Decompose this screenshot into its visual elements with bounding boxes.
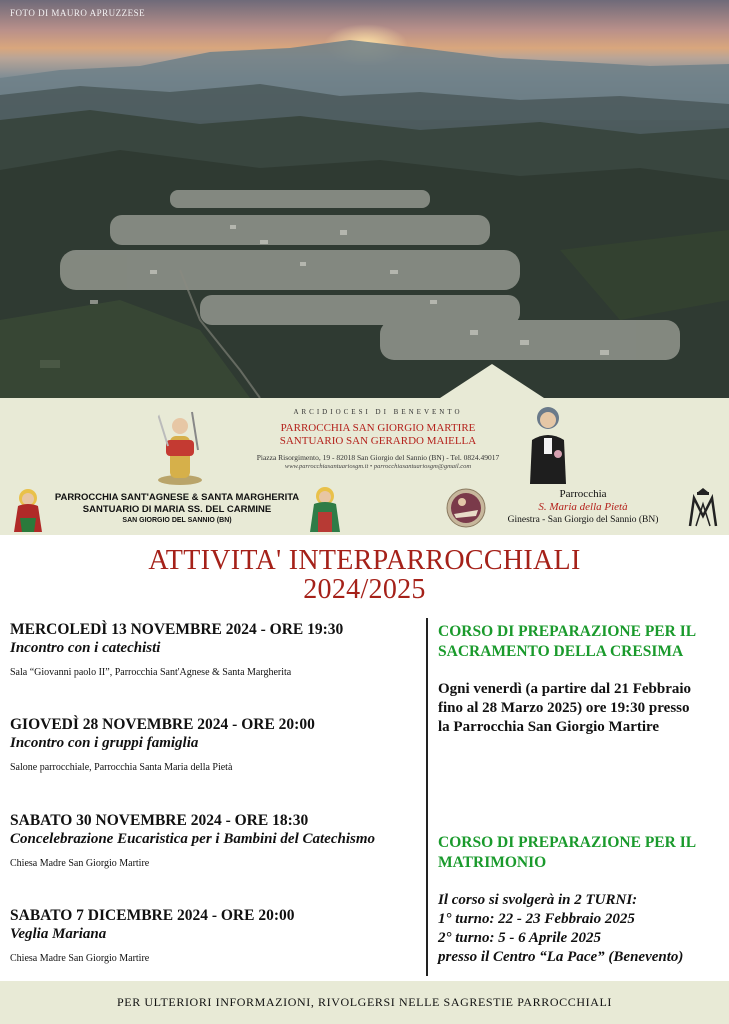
event-item <box>10 620 420 679</box>
saint-margaret-figure <box>306 486 344 532</box>
event-title: Incontro con i catechisti <box>10 640 161 656</box>
aerial-photo <box>0 0 729 398</box>
parish-web: www.parrocchiasantuariosgm.it • parrocchiasantuariosgm@gmail.com <box>284 463 472 470</box>
footer-text: PER ULTERIORI INFORMAZIONI, RIVOLGERSI NELLE SAGRESTIE PARROCCHIALI <box>117 995 612 1009</box>
course-detail-line: 2° turno: 5 - 6 Aprile 2025 <box>438 930 601 946</box>
event-date: GIOVEDÌ 28 NOVEMBRE 2024 - ORE 20:00 <box>10 716 315 733</box>
event-date: MERCOLEDÌ 13 NOVEMBRE 2024 - ORE 19:30 <box>10 621 344 638</box>
right-parish-block <box>488 488 678 526</box>
main-parish-block <box>218 408 538 470</box>
archdiocese-label: ARCIDIOCESI DI BENEVENTO <box>293 408 463 416</box>
course-title: SACRAMENTO DELLA CRESIMA <box>438 643 684 660</box>
right-parish-town: Ginestra - San Giorgio del Sannio (BN) <box>507 515 659 525</box>
landscape-illustration <box>0 0 729 398</box>
course-detail-line: presso il Centro “La Pace” (Benevento) <box>438 949 684 965</box>
course-details <box>438 680 728 737</box>
event-place: Chiesa Madre San Giorgio Martire <box>10 953 150 964</box>
left-parish-block <box>48 492 306 526</box>
right-parish-label: Parrocchia <box>559 488 607 500</box>
pieta-icon <box>446 488 486 528</box>
right-parish-name: S. Maria della Pietà <box>538 501 628 513</box>
footer <box>0 981 729 1024</box>
column-divider <box>426 618 428 976</box>
course-detail-line: 1° turno: 22 - 23 Febbraio 2025 <box>438 911 635 927</box>
event-item <box>10 715 420 774</box>
course-title: MATRIMONIO <box>438 854 547 871</box>
course-title: CORSO DI PREPARAZIONE PER IL <box>438 623 697 640</box>
course-title: CORSO DI PREPARAZIONE PER IL <box>438 834 697 851</box>
course-block-confirmation <box>438 622 728 737</box>
title-line-2: 2024/2025 <box>303 574 426 605</box>
event-title: Concelebrazione Eucaristica per i Bambini del Catechismo <box>10 831 376 847</box>
marian-monogram-icon <box>684 486 722 530</box>
parish-address: Piazza Risorgimento, 19 - 82018 San Giorgio del Sannio (BN) - Tel. 0824.49017 <box>256 453 500 462</box>
saint-george-figure <box>152 406 208 486</box>
course-block-marriage <box>438 833 728 967</box>
course-detail-line: Il corso si svolgerà in 2 TURNI: <box>438 892 638 908</box>
course-detail-line: Ogni venerdì (a partire dal 21 Febbraio <box>438 681 692 697</box>
photo-credit: FOTO DI MAURO APRUZZESE <box>10 8 146 18</box>
title-line-1: ATTIVITA' INTERPARROCCHIALI <box>148 545 581 576</box>
event-item <box>10 811 420 870</box>
saint-agnes-figure <box>10 488 46 532</box>
course-detail-line: fino al 28 Marzo 2025) ore 19:30 presso <box>438 700 690 716</box>
course-detail-line: la Parrocchia San Giorgio Martire <box>438 719 660 735</box>
event-place: Sala “Giovanni paolo II”, Parrocchia Sant'Agnese & Santa Margherita <box>10 667 292 678</box>
left-parish-town: SAN GIORGIO DEL SANNIO (BN) <box>122 517 232 524</box>
event-date: SABATO 7 DICEMBRE 2024 - ORE 20:00 <box>10 907 295 924</box>
event-title: Incontro con i gruppi famiglia <box>10 735 199 751</box>
left-parish-sanctuary: SANTUARIO DI MARIA SS. DEL CARMINE <box>82 504 272 515</box>
event-date: SABATO 30 NOVEMBRE 2024 - ORE 18:30 <box>10 812 309 829</box>
event-item <box>10 906 420 965</box>
page-title <box>0 546 729 604</box>
main-parish-name: PARROCCHIA SAN GIORGIO MARTIRE <box>280 422 476 434</box>
event-title: Veglia Mariana <box>10 926 107 942</box>
event-place: Chiesa Madre San Giorgio Martire <box>10 858 150 869</box>
event-place: Salone parrocchiale, Parrocchia Santa Maria della Pietà <box>10 762 233 773</box>
left-parish-name: PARROCCHIA SANT'AGNESE & SANTA MARGHERITA <box>54 492 300 503</box>
main-sanctuary-name: SANTUARIO SAN GERARDO MAIELLA <box>279 435 477 447</box>
course-details <box>438 891 728 967</box>
